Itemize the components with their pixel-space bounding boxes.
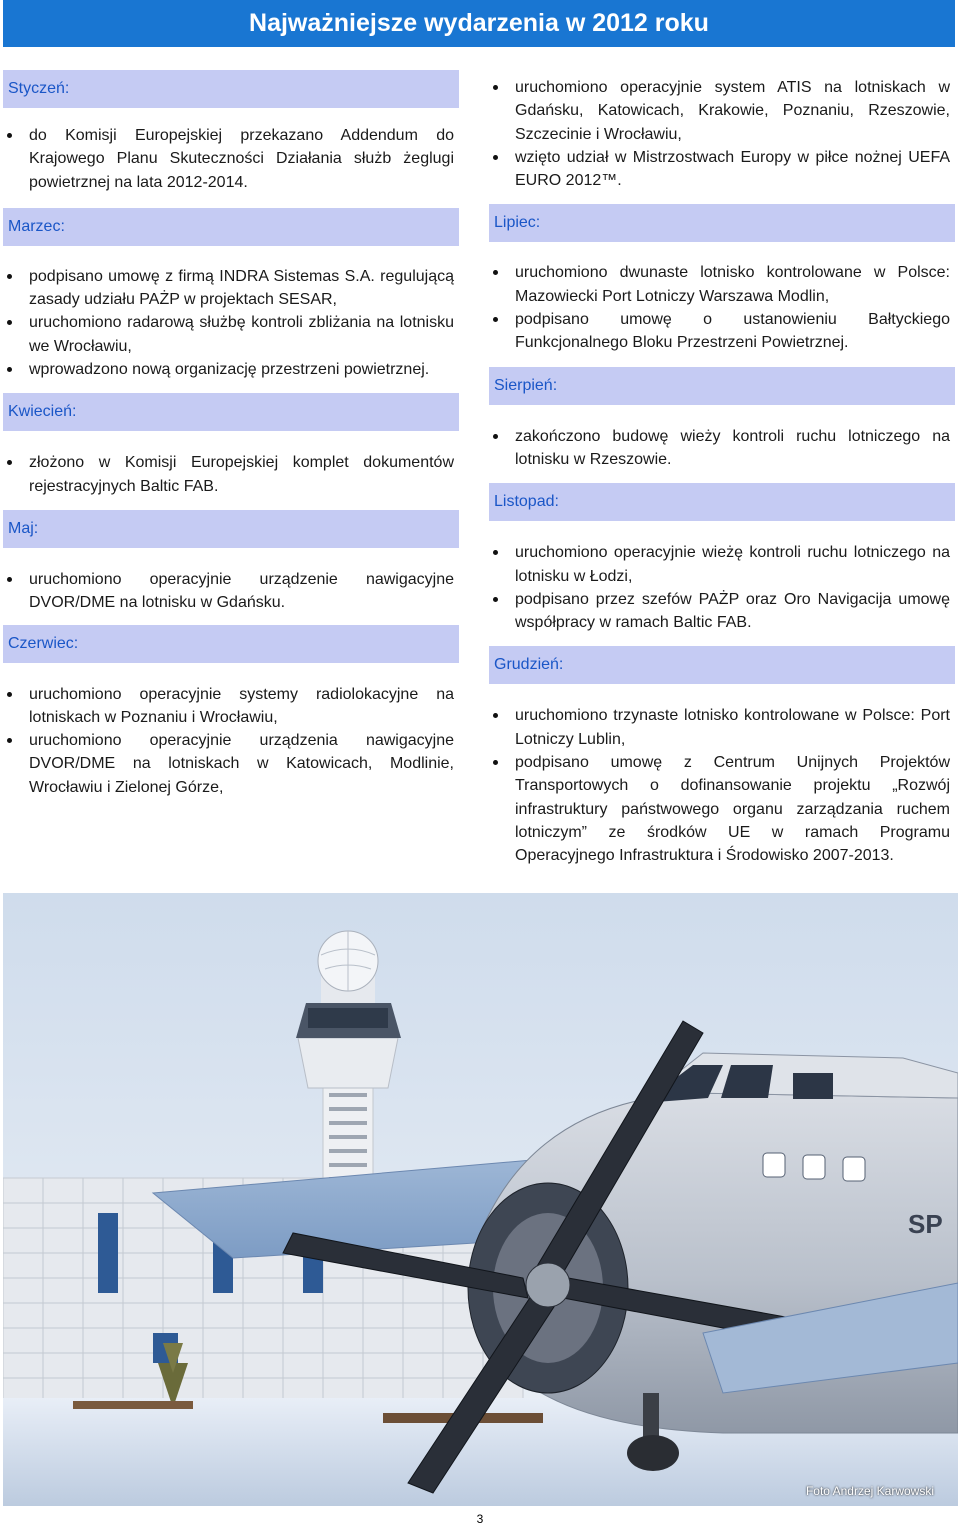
left-column <box>3 70 459 799</box>
list-item: uruchomiono operacyjnie system ATIS na lotniskach w Gdańsku, Katowicach, Krakowie, Poznaniu, Rzeszowie, Szczecinie i Wrocławiu, <box>489 76 955 146</box>
event-list <box>489 76 955 192</box>
right-column <box>489 70 955 868</box>
event-list <box>489 261 955 354</box>
list-item: uruchomiono trzynaste lotnisko kontrolowane w Polsce: Port Lotniczy Lublin, <box>489 704 955 751</box>
page-title: Najważniejsze wydarzenia w 2012 roku <box>249 9 709 37</box>
list-item: podpisano umowę z firmą INDRA Sistemas S.A. regulującą zasady udziału PAŻP w projektach SESAR, <box>3 265 459 312</box>
list-item: wprowadzono nową organizację przestrzeni powietrznej. <box>3 358 459 381</box>
photo-credit: Foto Andrzej Karwowski <box>805 1484 934 1498</box>
month-heading: Marzec: <box>3 208 459 246</box>
list-item: zakończono budowę wieży kontroli ruchu lotniczego na lotnisku w Rzeszowie. <box>489 425 955 472</box>
month-section-grudzien <box>489 646 955 867</box>
list-item: uruchomiono operacyjnie systemy radiolokacyjne na lotniskach w Poznaniu i Wrocławiu, <box>3 683 459 730</box>
month-section-marzec <box>3 208 459 381</box>
list-item: podpisano umowę z Centrum Unijnych Projektów Transportowych o dofinansowanie projektu „Rozwój infrastruktury państwowego organu zarządzania ruchem lotniczym” ze środków UE w ramach Programu Operacyjnego Infrastruktura i Środowisko 2007-2013. <box>489 751 955 867</box>
month-section-styczen <box>3 70 459 194</box>
list-item: uruchomiono dwunaste lotnisko kontrolowane w Polsce: Mazowiecki Port Lotniczy Warszawa Modlin, <box>489 261 955 308</box>
page-number: 3 <box>476 1512 484 1526</box>
list-item: złożono w Komisji Europejskiej komplet dokumentów rejestracyjnych Baltic FAB. <box>3 451 459 498</box>
month-section-czerwiec-continued <box>489 76 955 192</box>
month-heading: Sierpień: <box>489 367 955 405</box>
list-item: do Komisji Europejskiej przekazano Addendum do Krajowego Planu Skuteczności Działania służb żeglugi powietrznej na lata 2012-2014. <box>3 124 459 194</box>
month-section-sierpien <box>489 367 955 472</box>
month-heading: Listopad: <box>489 483 955 521</box>
month-heading: Kwiecień: <box>3 393 459 431</box>
event-list <box>3 124 459 194</box>
list-item: wzięto udział w Mistrzostwach Europy w piłce nożnej UEFA EURO 2012™. <box>489 146 955 193</box>
aircraft-registration: SP <box>908 1209 943 1239</box>
month-heading: Grudzień: <box>489 646 955 684</box>
airport-photo <box>3 893 958 1506</box>
event-list <box>3 451 459 498</box>
month-section-maj <box>3 510 459 615</box>
month-heading: Maj: <box>3 510 459 548</box>
list-item: uruchomiono radarową służbę kontroli zbliżania na lotnisku we Wrocławiu, <box>3 311 459 358</box>
month-section-listopad <box>489 483 955 634</box>
event-list <box>3 683 459 799</box>
photo-illustration <box>3 893 958 1506</box>
event-list <box>489 704 955 867</box>
list-item: podpisano umowę o ustanowieniu Bałtyckiego Funkcjonalnego Bloku Przestrzeni Powietrznej. <box>489 308 955 355</box>
event-list <box>3 568 459 615</box>
month-section-czerwiec <box>3 625 459 799</box>
list-item: uruchomiono operacyjnie wieżę kontroli ruchu lotniczego na lotnisku w Łodzi, <box>489 541 955 588</box>
event-list <box>3 265 459 381</box>
month-heading: Styczeń: <box>3 70 459 108</box>
list-item: podpisano przez szefów PAŻP oraz Oro Navigacija umowę współpracy w ramach Baltic FAB. <box>489 588 955 635</box>
month-heading: Lipiec: <box>489 204 955 242</box>
month-heading: Czerwiec: <box>3 625 459 663</box>
month-section-lipiec <box>489 204 955 354</box>
event-list <box>489 425 955 472</box>
month-section-kwiecien <box>3 393 459 498</box>
list-item: uruchomiono operacyjnie urządzenie nawigacyjne DVOR/DME na lotnisku w Gdańsku. <box>3 568 459 615</box>
list-item: uruchomiono operacyjnie urządzenia nawigacyjne DVOR/DME na lotniskach w Katowicach, Modlinie, Wrocławiu i Zielonej Górze, <box>3 729 459 799</box>
event-list <box>489 541 955 634</box>
page-title-banner <box>3 0 955 47</box>
